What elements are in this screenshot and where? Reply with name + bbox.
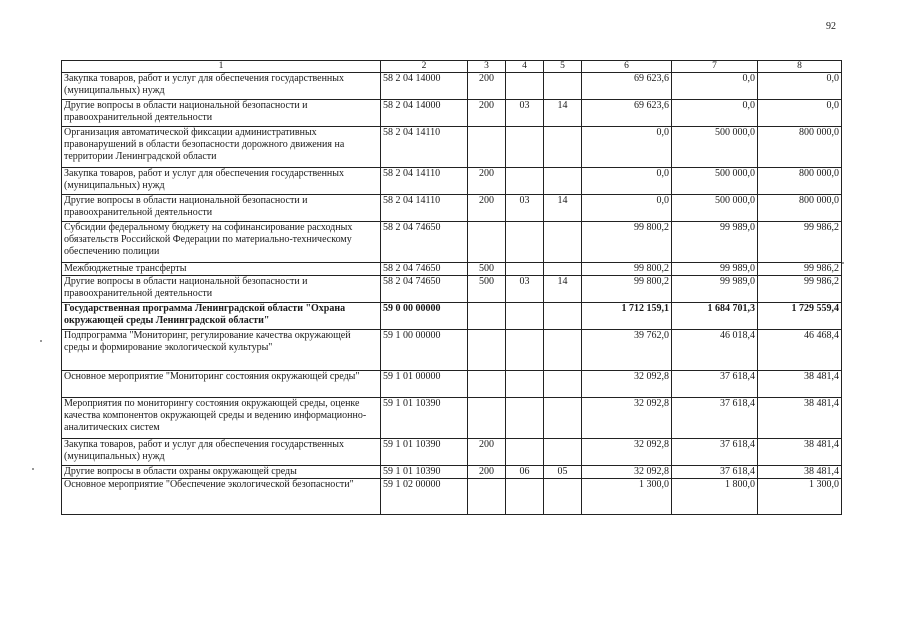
subsection-cell [544,73,582,100]
amount-col6-cell: 32 092,8 [582,466,672,479]
amount-col8-cell: 800 000,0 [758,195,842,222]
row-name-cell: Другие вопросы в области национальной безопасности и правоохранительной деятельности [62,195,381,222]
expense-type-cell: 200 [468,100,506,127]
section-cell [506,398,544,439]
subsection-cell [544,263,582,276]
classification-code-cell: 59 1 02 00000 [381,479,468,515]
table-row [62,479,842,515]
classification-code-cell: 59 1 01 10390 [381,398,468,439]
section-cell [506,371,544,398]
classification-code-cell: 58 2 04 74650 [381,276,468,303]
amount-col7-cell: 37 618,4 [672,439,758,466]
subsection-cell: 05 [544,466,582,479]
expense-type-cell: 200 [468,195,506,222]
subsection-cell [544,398,582,439]
scan-speck [32,468,34,470]
subsection-cell [544,222,582,263]
row-name-cell: Основное мероприятие "Мониторинг состояния окружающей среды" [62,371,381,398]
expense-type-cell [468,330,506,371]
row-name-cell: Мероприятия по мониторингу состояния окружающей среды, оценке качества компонентов окружающей среды и ведению информационно-аналитических систем [62,398,381,439]
subsection-cell [544,371,582,398]
expense-type-cell [468,127,506,168]
classification-code-cell: 59 1 01 10390 [381,439,468,466]
expense-type-cell: 200 [468,466,506,479]
row-name-cell: Закупка товаров, работ и услуг для обеспечения государственных (муниципальных) нужд [62,168,381,195]
amount-col8-cell: 38 481,4 [758,371,842,398]
amount-col6-cell: 69 623,6 [582,73,672,100]
amount-col7-cell: 0,0 [672,73,758,100]
classification-code-cell: 58 2 04 14110 [381,168,468,195]
amount-col6-cell: 99 800,2 [582,276,672,303]
column-header: 6 [582,61,672,73]
classification-code-cell: 58 2 04 74650 [381,222,468,263]
subsection-cell [544,168,582,195]
table-row [62,73,842,100]
expense-type-cell: 500 [468,263,506,276]
budget-table-body [62,61,842,515]
amount-col7-cell: 37 618,4 [672,466,758,479]
table-row [62,100,842,127]
section-cell [506,73,544,100]
row-name-cell: Государственная программа Ленинградской области "Охрана окружающей среды Ленинградской области" [62,303,381,330]
table-row [62,330,842,371]
amount-col8-cell: 99 986,2 [758,276,842,303]
amount-col7-cell: 1 684 701,3 [672,303,758,330]
row-name-cell: Закупка товаров, работ и услуг для обеспечения государственных (муниципальных) нужд [62,73,381,100]
row-name-cell: Субсидии федеральному бюджету на софинансирование расходных обязательств Российской Федерации по материально-техническому обеспечению полиции [62,222,381,263]
amount-col8-cell: 1 300,0 [758,479,842,515]
expense-type-cell: 200 [468,168,506,195]
table-row [62,466,842,479]
subsection-cell [544,479,582,515]
row-name-cell: Подпрограмма "Мониторинг, регулирование качества окружающей среды и формирование экологической культуры" [62,330,381,371]
subsection-cell [544,303,582,330]
amount-col6-cell: 0,0 [582,195,672,222]
section-cell [506,303,544,330]
row-name-cell: Закупка товаров, работ и услуг для обеспечения государственных (муниципальных) нужд [62,439,381,466]
section-cell: 06 [506,466,544,479]
amount-col8-cell: 1 729 559,4 [758,303,842,330]
column-header: 1 [62,61,381,73]
amount-col8-cell: 99 986,2 [758,222,842,263]
column-number-row [62,61,842,73]
amount-col8-cell: 46 468,4 [758,330,842,371]
amount-col8-cell: 38 481,4 [758,398,842,439]
row-name-cell: Организация автоматической фиксации административных правонарушений в области безопасности дорожного движения на территории Ленинградской области [62,127,381,168]
section-cell [506,168,544,195]
expense-type-cell [468,371,506,398]
column-header: 5 [544,61,582,73]
classification-code-cell: 58 2 04 14110 [381,127,468,168]
table-row [62,398,842,439]
subsection-cell: 14 [544,276,582,303]
amount-col6-cell: 1 300,0 [582,479,672,515]
expense-type-cell: 200 [468,73,506,100]
table-row [62,222,842,263]
table-row [62,371,842,398]
expense-type-cell [468,479,506,515]
amount-col8-cell: 38 481,4 [758,439,842,466]
amount-col7-cell: 500 000,0 [672,195,758,222]
expense-type-cell: 500 [468,276,506,303]
amount-col7-cell: 0,0 [672,100,758,127]
amount-col8-cell: 99 986,2 [758,263,842,276]
amount-col6-cell: 1 712 159,1 [582,303,672,330]
column-header: 7 [672,61,758,73]
table-row [62,303,842,330]
classification-code-cell: 58 2 04 14000 [381,100,468,127]
row-name-cell: Межбюджетные трансферты [62,263,381,276]
table-row [62,439,842,466]
amount-col7-cell: 46 018,4 [672,330,758,371]
scan-speck [40,340,42,342]
amount-col7-cell: 500 000,0 [672,168,758,195]
classification-code-cell: 58 2 04 74650 [381,263,468,276]
row-name-cell: Другие вопросы в области национальной безопасности и правоохранительной деятельности [62,276,381,303]
scan-speck [842,262,844,264]
expense-type-cell [468,222,506,263]
column-header: 8 [758,61,842,73]
amount-col6-cell: 32 092,8 [582,371,672,398]
section-cell: 03 [506,100,544,127]
column-header: 4 [506,61,544,73]
subsection-cell [544,439,582,466]
budget-table [61,60,842,515]
expense-type-cell [468,398,506,439]
section-cell [506,222,544,263]
table-row [62,276,842,303]
row-name-cell: Основное мероприятие "Обеспечение экологической безопасности" [62,479,381,515]
classification-code-cell: 58 2 04 14000 [381,73,468,100]
classification-code-cell: 59 0 00 00000 [381,303,468,330]
expense-type-cell [468,303,506,330]
classification-code-cell: 59 1 01 10390 [381,466,468,479]
amount-col7-cell: 99 989,0 [672,263,758,276]
amount-col6-cell: 99 800,2 [582,222,672,263]
column-header: 2 [381,61,468,73]
amount-col8-cell: 38 481,4 [758,466,842,479]
subsection-cell: 14 [544,100,582,127]
section-cell [506,479,544,515]
table-row [62,195,842,222]
amount-col6-cell: 32 092,8 [582,398,672,439]
amount-col6-cell: 39 762,0 [582,330,672,371]
amount-col6-cell: 0,0 [582,127,672,168]
page-number: 92 [826,21,836,32]
amount-col8-cell: 0,0 [758,73,842,100]
amount-col7-cell: 99 989,0 [672,276,758,303]
row-name-cell: Другие вопросы в области национальной безопасности и правоохранительной деятельности [62,100,381,127]
classification-code-cell: 59 1 00 00000 [381,330,468,371]
table-row [62,127,842,168]
table-row [62,263,842,276]
section-cell [506,439,544,466]
table-row [62,168,842,195]
classification-code-cell: 59 1 01 00000 [381,371,468,398]
section-cell [506,330,544,371]
amount-col6-cell: 69 623,6 [582,100,672,127]
amount-col7-cell: 37 618,4 [672,398,758,439]
column-header: 3 [468,61,506,73]
amount-col6-cell: 0,0 [582,168,672,195]
amount-col6-cell: 32 092,8 [582,439,672,466]
amount-col7-cell: 99 989,0 [672,222,758,263]
section-cell [506,127,544,168]
section-cell [506,263,544,276]
subsection-cell [544,330,582,371]
amount-col7-cell: 1 800,0 [672,479,758,515]
subsection-cell: 14 [544,195,582,222]
row-name-cell: Другие вопросы в области охраны окружающей среды [62,466,381,479]
amount-col8-cell: 0,0 [758,100,842,127]
amount-col7-cell: 37 618,4 [672,371,758,398]
amount-col6-cell: 99 800,2 [582,263,672,276]
classification-code-cell: 58 2 04 14110 [381,195,468,222]
expense-type-cell: 200 [468,439,506,466]
section-cell: 03 [506,195,544,222]
section-cell: 03 [506,276,544,303]
amount-col8-cell: 800 000,0 [758,168,842,195]
subsection-cell [544,127,582,168]
amount-col8-cell: 800 000,0 [758,127,842,168]
amount-col7-cell: 500 000,0 [672,127,758,168]
